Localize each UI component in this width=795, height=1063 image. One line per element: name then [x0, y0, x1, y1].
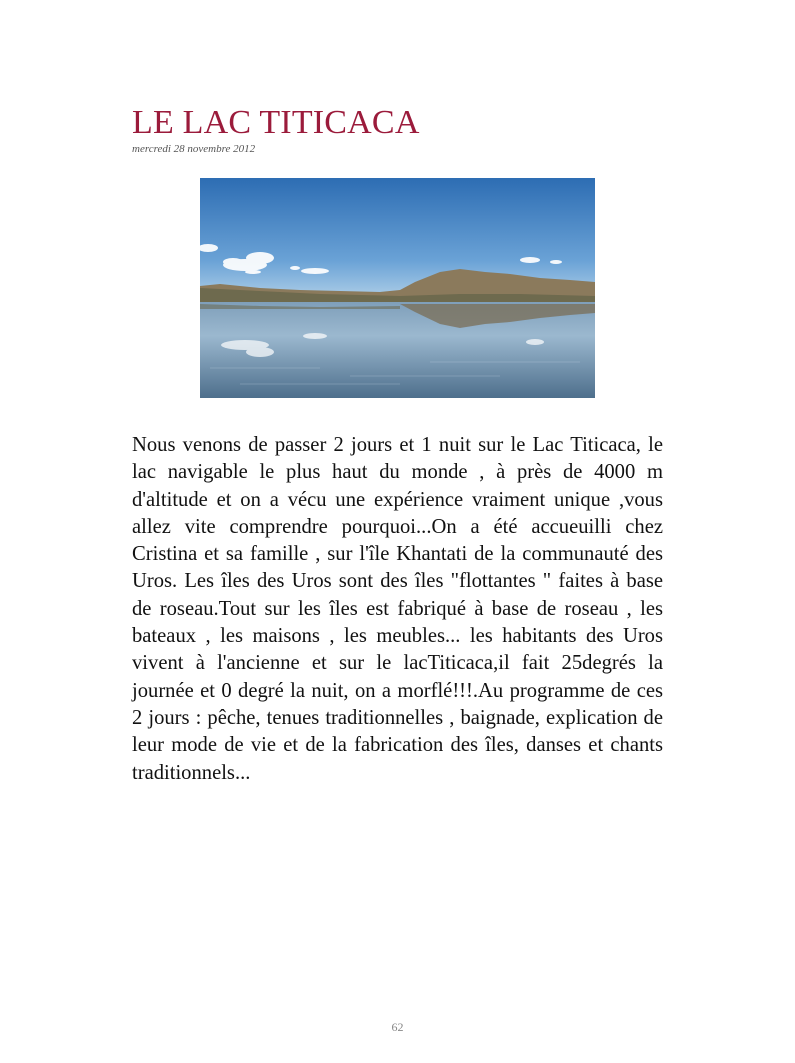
page-number: 62 [391, 1020, 404, 1034]
article-title: LE LAC TITICACA [132, 104, 420, 141]
lake-photo [200, 178, 595, 398]
article-body: Nous venons de passer 2 jours et 1 nuit sur le Lac Titicaca, le lac navigable le plus haut du monde , à près de 4000 m d'altitude et on a vécu une expérience vraiment unique ,vous allez vite comprendre pourquoi...On a été accueuilli chez Cristina et sa famille , sur l'île Khantati de la communauté des Uros. Les îles des Uros sont des îles "flottantes " faites à base de roseau.Tout sur les îles est fabriqué à base de roseau , les bateaux , les maisons , les meubles... les habitants des Uros vivent à l'ancienne et sur le lacTiticaca,il fait 25degrés la journée et 0 degré la nuit, on a morflé!!!.Au programme de ces 2 jours : pêche, tenues traditionnelles , baignade, explication de leur mode de vie et de la fabrication des îles, danses et chants traditionnels... [132, 434, 663, 784]
article-date: mercredi 28 novembre 2012 [132, 143, 256, 155]
